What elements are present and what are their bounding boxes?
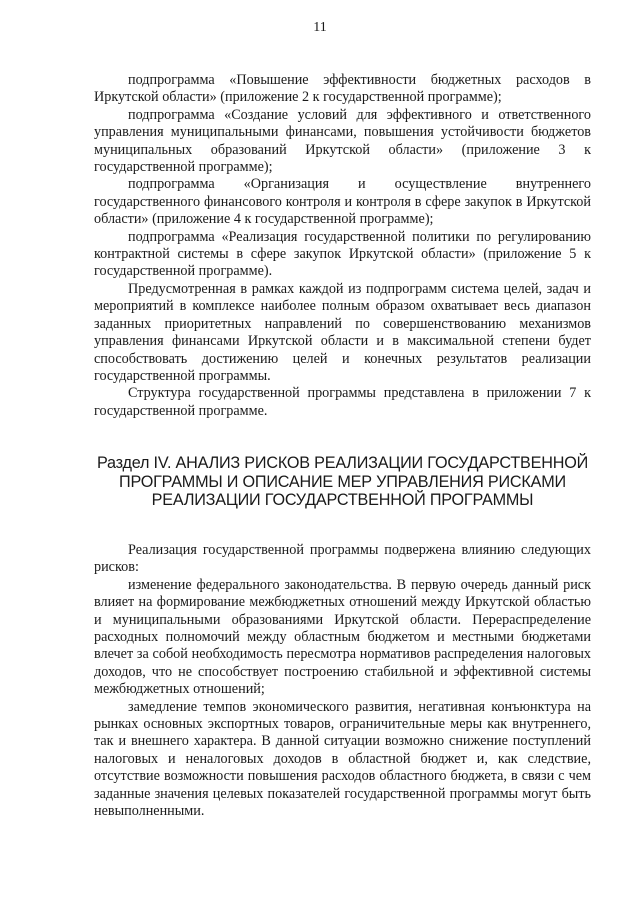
paragraph-program-structure: Структура государственной программы представлена в приложении 7 к государственной программе.	[94, 385, 591, 419]
section-heading-line-1: Раздел IV. АНАЛИЗ РИСКОВ РЕАЛИЗАЦИИ ГОСУДАРСТВЕННОЙ	[96, 454, 589, 473]
paragraph-risks-intro: Реализация государственной программы подвержена влиянию следующих рисков:	[94, 541, 591, 576]
section-heading-line-2: ПРОГРАММЫ И ОПИСАНИЕ МЕР УПРАВЛЕНИЯ РИСКАМИ	[119, 472, 566, 491]
paragraph-subprogram-2: подпрограмма «Повышение эффективности бюджетных расходов в Иркутской области» (приложение 2 к государственной программе);	[94, 72, 591, 106]
paragraph-risk-legislation: изменение федерального законодательства. В первую очередь данный риск влияет на формирование межбюджетных отношений между Иркутской областью и муниципальными образованиями Иркутской области. Перераспределение расходных полномочий между областным бюджетом и местными бюджетами влечет за собой необходимость пересмотра нормативов распределения налоговых доходов, что не способствует построению стабильной и эффективной системы межбюджетных отношений;	[94, 576, 591, 698]
page-number: 11	[313, 20, 327, 35]
section-heading	[94, 454, 591, 510]
section-heading-line-3: РЕАЛИЗАЦИИ ГОСУДАРСТВЕННОЙ ПРОГРАММЫ	[151, 491, 534, 510]
paragraph-goals-system: Предусмотренная в рамках каждой из подпрограмм система целей, задач и мероприятий в комплексе наиболее полным образом охватывает весь диапазон заданных приоритетных направлений по совершенствованию механизмов управления финансами Иркутской области и в максимальной степени будет способствовать достижению целей и конечных результатов реализации государственной программы.	[94, 280, 591, 384]
paragraph-risk-economy: замедление темпов экономического развития, негативная конъюнктура на рынках основных экспортных товаров, ограничительные меры как внутреннего, так и внешнего характера. В данной ситуации возможно снижение поступлений налоговых и неналоговых доходов в областной бюджет и, как следствие, отсутствие возможности повышения расходов областного бюджета, в связи с чем заданные значения целевых показателей государственной программы могут быть невыполненными.	[94, 698, 591, 819]
paragraph-subprogram-3: подпрограмма «Создание условий для эффективного и ответственного управления муниципальными финансами, повышения устойчивости бюджетов муниципальных образований Иркутской области» (приложение 3 к государственной программе);	[94, 106, 591, 176]
document-body	[94, 72, 591, 820]
paragraph-subprogram-4: подпрограмма «Организация и осуществление внутреннего государственного финансового контроля и контроля в сфере закупок в Иркутской области» (приложение 4 к государственной программе);	[94, 176, 591, 228]
paragraph-subprogram-5: подпрограмма «Реализация государственной политики по регулированию контрактной системы в сфере закупок Иркутской области» (приложение 5 к государственной программе).	[94, 228, 591, 280]
